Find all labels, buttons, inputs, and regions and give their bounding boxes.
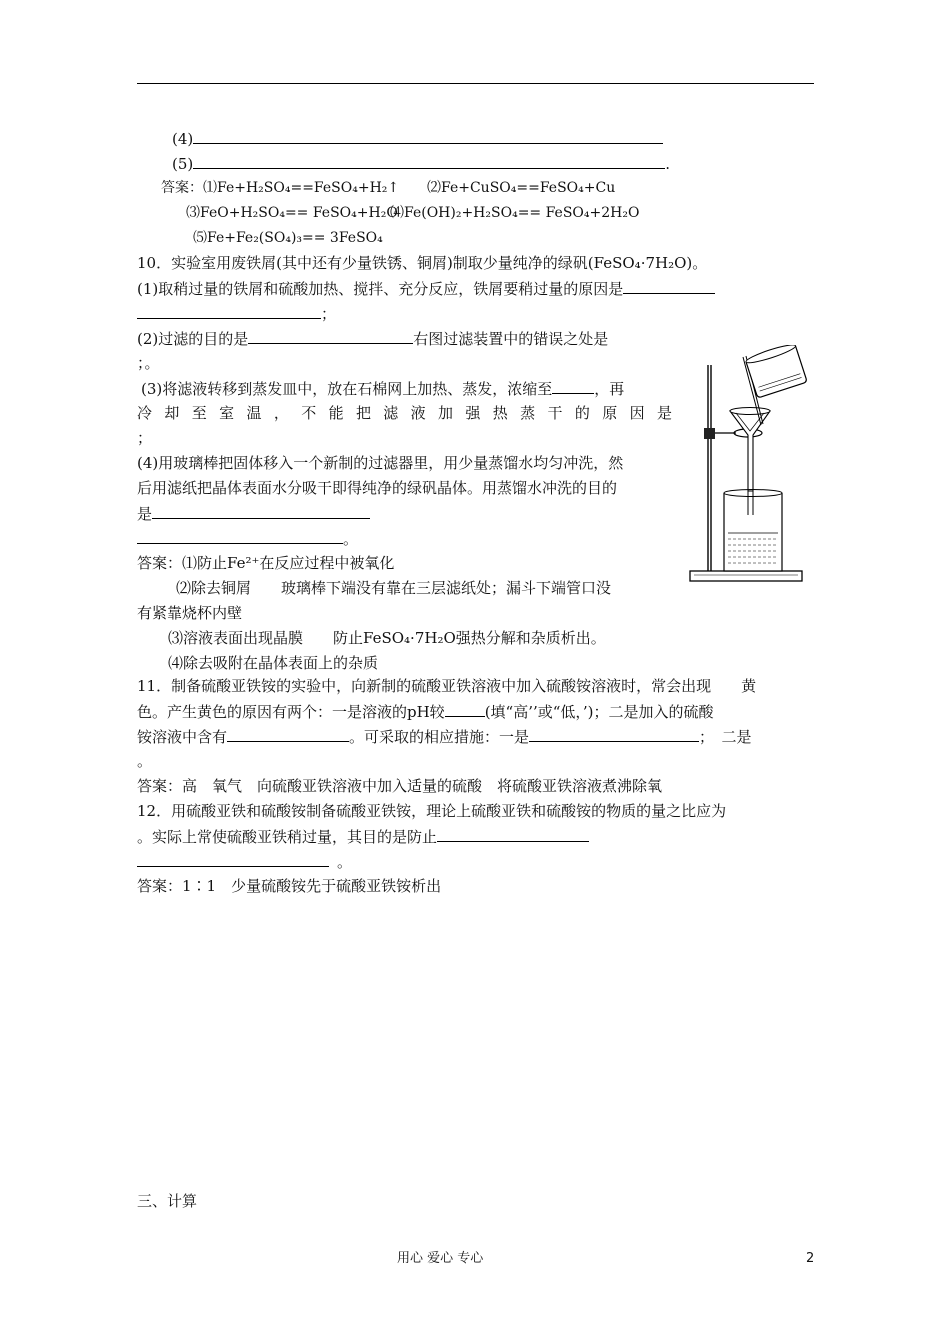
q9-answer-line-1: 答案：⑴Fe+H₂SO₄==FeSO₄+H₂↑ [161,180,400,196]
q9-item-4: (4) [172,128,663,149]
q11-line-2: 色。产生黄色的原因有两个：一是溶液的pH较 (填“高’’或“低，’)；二是加入的硫酸 [137,703,714,721]
page-number: 2 [806,1251,815,1266]
q12-line-1: 12．用硫酸亚铁和硫酸铵制备硫酸亚铁铵，理论上硫酸亚铁和硫酸铵的物质的量之比应为 [137,802,727,820]
q11-answer: 答案：高 氧气 向硫酸亚铁溶液中加入适量的硫酸 将硫酸亚铁溶液煮沸除氧 [137,777,663,795]
answer-blank[interactable] [193,153,665,169]
q10-part-4-line-3: 是 [137,503,370,524]
q10-part-3: (3)将滤液转移到蒸发皿中，放在石棉网上加热、蒸发，浓缩至 ，再 [141,380,625,398]
q10-part-4-line-2: 后用滤纸把晶体表面水分吸干即得纯净的绿矾晶体。用蒸馏水冲洗的目的 [137,479,618,497]
q10-answer-2: ⑵除去铜屑 玻璃棒下端没有靠在三层滤纸处；漏斗下端管口没 [176,579,612,597]
answer-blank[interactable] [137,528,343,544]
answer-blank[interactable] [137,851,329,867]
q10-part-3-cont: 冷却至室温，不能把滤液加强热蒸干的原因是 [137,404,672,422]
q10-part-2: (2)过滤的目的是 右图过滤装置中的错误之处是 [137,330,609,348]
answer-blank[interactable] [193,128,663,144]
q10-part-3-end: ； [137,429,153,447]
q10-part-1: (1)取稍过量的铁屑和硫酸加热、搅拌、充分反应，铁屑要稍过量的原因是 [137,278,715,299]
q10-answer-2-cont: 有紧靠烧杯内壁 [137,604,243,622]
q12-line-3: 。 [137,851,352,872]
q9-answer-5: ⑸Fe+Fe₂(SO₄)₃== 3FeSO₄ [193,230,383,246]
header-rule [137,83,814,84]
answer-blank[interactable] [248,328,413,344]
answer-blank[interactable] [623,278,715,294]
q12-answer: 答案：1∶1 少量硫酸铵先于硫酸亚铁铵析出 [137,877,442,895]
q10-answer-1: 答案：⑴防止Fe²⁺在反应过程中被氧化 [137,554,395,572]
q9-answer-3: ⑶FeO+H₂SO₄== FeSO₄+H₂O [186,205,398,221]
answer-blank[interactable] [445,701,485,717]
q10-answer-3: ⑶溶液表面出现晶膜 防止FeSO₄·7H₂O强热分解和杂质析出。 [168,629,606,647]
section-heading: 三、计算 [137,1192,198,1210]
answer-blank[interactable] [437,826,589,842]
filtration-apparatus-figure [686,345,811,585]
q9-answer-4: ⑷Fe(OH)₂+H₂SO₄== FeSO₄+2H₂O [390,205,640,221]
footer-motto: 用心 爱心 专心 [397,1251,484,1266]
answer-blank[interactable] [152,503,370,519]
q10-part-1-cont: ； [137,303,336,324]
q11-line-4: 。 [137,752,153,770]
q12-line-2: 。实际上常使硫酸亚铁稍过量，其目的是防止 [137,826,589,847]
q11-line-3: 铵溶液中含有 。可采取的相应措施：一是 ； 二是 [137,728,752,746]
q9-answer-2: ⑵Fe+CuSO₄==FeSO₄+Cu [427,180,616,196]
q9-item-5: (5) . [172,155,671,173]
q10-part-2-end: ；。 [137,354,160,372]
q10-part-4-end: 。 [137,528,358,549]
answer-blank[interactable] [529,726,699,742]
answer-blank[interactable] [137,303,321,319]
q10-answer-4: ⑷除去吸附在晶体表面上的杂质 [168,654,379,672]
q10-stem: 10．实验室用废铁屑(其中还有少量铁锈、铜屑)制取少量纯净的绿矾(FeSO₄·7H₂O)。 [137,254,708,272]
answer-blank[interactable] [227,726,349,742]
answer-blank[interactable] [552,378,594,394]
q10-part-4-line-1: (4)用玻璃棒把固体移入一个新制的过滤器里，用少量蒸馏水均匀冲洗，然 [137,454,624,472]
q11-line-1: 11．制备硫酸亚铁铵的实验中，向新制的硫酸亚铁溶液中加入硫酸铵溶液时，常会出现 黄 [137,677,757,695]
